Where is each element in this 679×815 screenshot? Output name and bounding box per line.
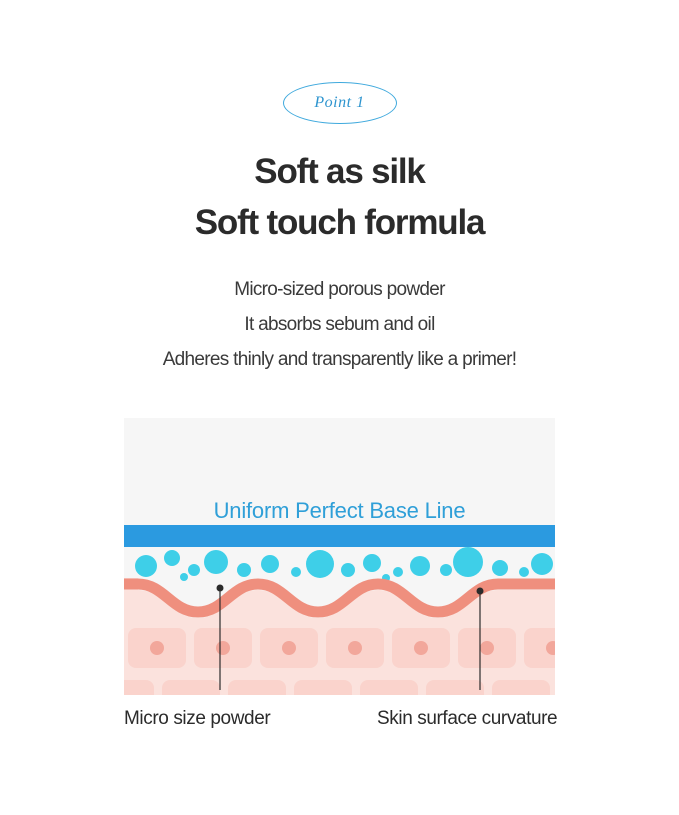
headline-line-2: Soft touch formula (194, 203, 485, 242)
callout-micro-size-powder: Micro size powder (124, 708, 271, 729)
skin-cross-section-diagram (124, 418, 555, 695)
subcopy-line-1: Micro-sized porous powder (234, 279, 445, 300)
subcopy (0, 272, 679, 377)
base-line-label: Uniform Perfect Base Line (213, 498, 466, 523)
subcopy-line-2: It absorbs sebum and oil (244, 314, 435, 335)
subcopy-line-3: Adheres thinly and transparently like a primer! (162, 349, 517, 370)
micro-powder-bubbles (135, 547, 553, 582)
leader-dot-skin-surface (477, 588, 484, 595)
point-badge-label: Point 1 (314, 94, 365, 111)
diagram-illustration (124, 418, 555, 695)
callout-skin-surface-curvature: Skin surface curvature (377, 708, 558, 729)
headline-line-1: Soft as silk (254, 152, 425, 191)
point-badge (283, 82, 397, 124)
page-title (0, 146, 679, 248)
leader-dot-micro-powder (217, 585, 224, 592)
diagram-callouts (0, 708, 679, 748)
uniform-base-line-bar (124, 525, 555, 547)
